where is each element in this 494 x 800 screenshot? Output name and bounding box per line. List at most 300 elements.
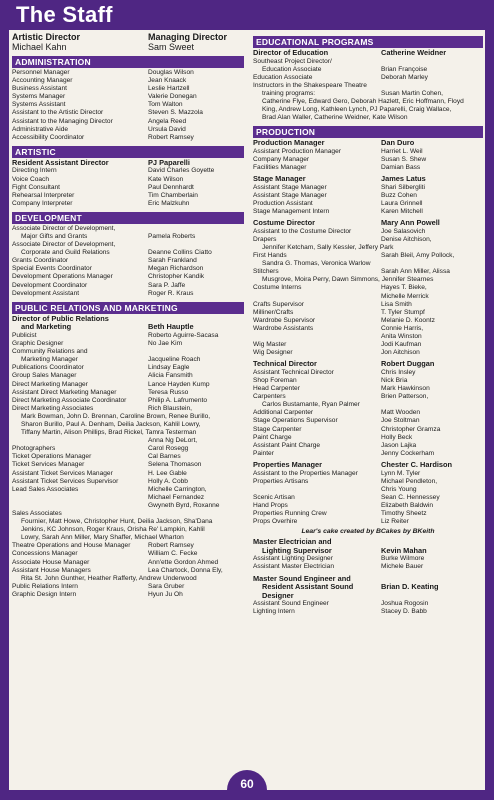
role-title: Assistant Paint Charge: [253, 441, 321, 449]
role-title: Group Sales Manager: [12, 372, 77, 380]
staff-row: [253, 49, 483, 58]
staff-name: William C. Fecke: [148, 550, 198, 558]
staff-name: Paul Dennhardt: [148, 183, 194, 191]
staff-row: [12, 77, 244, 85]
role-title: Personnel Manager: [12, 69, 70, 76]
staff-name: Brian Françoise: [381, 65, 428, 73]
staff-row: [12, 461, 244, 469]
staff-name: [381, 58, 483, 66]
staff-name: Holly A. Cobb: [148, 477, 188, 485]
staff-row: [253, 470, 483, 478]
role-title: Education Associate: [262, 65, 322, 73]
staff-row: [12, 494, 244, 502]
staff-row: [253, 409, 483, 417]
role-title: Milliner/Crafts: [253, 308, 294, 316]
staff-row: [253, 333, 483, 341]
staff-row: [253, 228, 483, 236]
staff-row: [253, 252, 483, 260]
staff-row: [12, 389, 244, 397]
role-title: Lighting Intern: [253, 608, 295, 616]
artistic-director-name: Michael Kahn: [12, 42, 67, 52]
role-title: Wardrobe Supervisor: [253, 316, 316, 324]
role-title: [253, 293, 381, 301]
staff-row: [12, 348, 244, 356]
staff-row: [253, 82, 483, 90]
role-title: Head Carpenter: [253, 385, 300, 393]
staff-row: [253, 164, 483, 172]
role-title: Direct Marketing Associate Coordinator: [12, 396, 127, 404]
staff-row: [12, 323, 244, 332]
role-title: Facilities Manager: [253, 164, 307, 172]
role-title: Assistant to the Managing Director: [12, 117, 113, 125]
name-list: Brad Alan Waller, Catherine Weidner, Kate Wilson: [262, 114, 408, 122]
role-title: Southeast Project Director/: [253, 57, 332, 65]
staff-name: Liz Reiter: [381, 518, 409, 526]
role-title: Corporate and Guild Relations: [21, 249, 110, 257]
staff-row: [253, 377, 483, 385]
role-title: Assistant to the Properties Manager: [253, 469, 358, 477]
role-title: Resident Assistant Director: [12, 157, 109, 167]
role-title: Properties Running Crew: [253, 509, 327, 517]
staff-name: Selena Thomason: [148, 461, 202, 469]
role-title: Company Manager: [253, 156, 310, 164]
role-title: Technical Director: [253, 359, 317, 369]
staff-row: [12, 340, 244, 348]
staff-row: [253, 208, 483, 216]
role-title: Business Assistant: [12, 85, 67, 93]
staff-name: Kevin Mahan: [381, 545, 427, 555]
staff-row: [12, 273, 244, 281]
staff-name: Steven S. Mazzola: [148, 109, 203, 117]
role-title: Concessions Manager: [12, 550, 78, 558]
staff-row: [12, 364, 244, 372]
role-title: Directing Intern: [12, 167, 57, 175]
staff-name: Melanie D. Koontz: [381, 316, 435, 324]
staff-row: [253, 236, 483, 244]
staff-name: Elizabeth Baldwin: [381, 501, 434, 509]
staff-name: Connie Harris,: [381, 324, 424, 332]
staff-name: Anita Winston: [381, 333, 422, 340]
role-title: Hand Props: [253, 501, 288, 509]
staff-row: [12, 486, 244, 494]
staff-row: [12, 233, 244, 241]
section-header: ARTISTIC: [12, 146, 244, 158]
staff-name: Jason Lajka: [381, 441, 417, 449]
role-title: Development Coordinator: [12, 281, 88, 289]
role-title: Stage Operations Supervisor: [253, 417, 338, 425]
staff-row: [12, 109, 244, 117]
staff-row: [253, 301, 483, 309]
role-title: Assistant Master Electrician: [253, 563, 334, 571]
staff-row: [12, 101, 244, 109]
staff-row: [12, 225, 244, 233]
title-bar: [0, 0, 494, 30]
staff-row: [253, 184, 483, 192]
role-title: Assistant Direct Marketing Manager: [12, 388, 117, 396]
role-title: [253, 486, 381, 494]
staff-name: David Charles Goyette: [148, 167, 215, 175]
staff-row: [253, 608, 483, 616]
staff-row: [12, 567, 244, 575]
role-title: Assistant Technical Director: [253, 368, 334, 376]
staff-row: [12, 249, 244, 257]
staff-row: [12, 118, 244, 126]
staff-row: [253, 156, 483, 164]
staff-row: [253, 66, 483, 74]
role-title: Lead Sales Associates: [12, 485, 79, 493]
staff-name: Ann'ette Gordon Ahmed: [148, 558, 219, 566]
role-title: and Marketing: [21, 322, 72, 332]
staff-row: [253, 450, 483, 458]
staff-name: Jean Knaack: [148, 77, 187, 85]
staff-name: PJ Paparelli: [148, 157, 190, 167]
staff-name: Susan S. Shew: [381, 156, 427, 164]
name-list: Jenkins, KC Johnson, Roger Kraus, Orisha Re' Lampkin, Kahlil: [21, 526, 205, 534]
section-header: ADMINISTRATION: [12, 56, 244, 68]
section-header: EDUCATIONAL PROGRAMS: [253, 36, 483, 48]
staff-name: Pamela Roberts: [148, 233, 196, 240]
staff-name: Lea Chartock, Donna Ely,: [148, 566, 223, 574]
staff-row: [253, 192, 483, 200]
staff-name: Brian D. Keating: [381, 582, 439, 592]
staff-row: [12, 591, 244, 599]
staff-name: No Jae Kim: [148, 340, 183, 348]
role-title: Assistant Production Manager: [253, 147, 341, 155]
staff-row: [253, 434, 483, 442]
staff-row: [12, 372, 244, 380]
staff-name: [381, 82, 483, 90]
staff-row: [253, 385, 483, 393]
staff-name: Lance Hayden Kump: [148, 380, 210, 388]
staff-name: Michael Pendleton,: [381, 477, 438, 485]
staff-row: [253, 325, 483, 333]
role-title: Marketing Manager: [21, 356, 78, 364]
staff-row: [12, 559, 244, 567]
role-title: Publications Coordinator: [12, 364, 84, 372]
role-title: Development Assistant: [12, 289, 80, 297]
staff-name: Holly Beck: [381, 433, 413, 441]
staff-name: Jenny Cockerham: [381, 449, 435, 457]
staff-row: [12, 265, 244, 273]
role-title: Director of Education: [253, 48, 329, 57]
staff-row: [12, 134, 244, 142]
role-title: Assistant Ticket Services Manager: [12, 469, 113, 477]
staff-row: [253, 442, 483, 450]
staff-row: [253, 200, 483, 208]
role-title: Public Relations Intern: [12, 582, 78, 590]
staff-name: Chris Young: [381, 485, 417, 493]
staff-name: Kate Wilson: [148, 175, 184, 183]
staff-row: [253, 600, 483, 608]
staff-row: [253, 341, 483, 349]
staff-name: [148, 348, 244, 356]
role-title: Stage Manager: [253, 174, 306, 184]
staff-row: [253, 317, 483, 325]
role-title: Assistant Sound Engineer: [253, 600, 329, 608]
staff-row: [253, 563, 483, 571]
role-title: Production Manager: [253, 138, 325, 148]
staff-name: Denise Aitchison,: [381, 235, 432, 243]
staff-row: [12, 93, 244, 101]
page-title: The Staff: [16, 2, 113, 27]
staff-name: Valerie Donegan: [148, 93, 197, 101]
role-title: Props Overhire: [253, 518, 298, 526]
role-title: Accounting Manager: [12, 77, 73, 85]
staff-row: [12, 184, 244, 192]
staff-row: [12, 85, 244, 93]
staff-name: Philip A. Lafrumento: [148, 396, 208, 404]
staff-row: [253, 369, 483, 377]
staff-name: Matt Wooden: [381, 409, 421, 417]
section-header: PUBLIC RELATIONS AND MARKETING: [12, 302, 244, 314]
role-title: Grants Coordinator: [12, 257, 69, 265]
staff-row: [12, 478, 244, 486]
staff-row: [253, 74, 483, 82]
staff-row: [12, 167, 244, 175]
role-title: Community Relations and: [12, 348, 88, 356]
name-list: Sharon Burillo, Paul A. Denham, Deilia Jackson, Kahlil Lowry,: [21, 420, 201, 428]
role-title: Wig Master: [253, 341, 287, 349]
staff-name: Robert Duggan: [381, 359, 435, 369]
staff-name: Chester C. Hardison: [381, 459, 453, 469]
staff-row: [12, 583, 244, 591]
role-title: Ticket Services Manager: [12, 461, 85, 469]
staff-row: [253, 58, 483, 66]
role-title: [12, 502, 148, 510]
staff-name: Christopher Kandik: [148, 273, 205, 281]
staff-name: Robert Ramsey: [148, 133, 194, 141]
staff-name: Michael Fernandez: [148, 493, 205, 501]
role-title: Voice Coach: [12, 175, 50, 183]
role-title: Assistant to the Costume Director: [253, 227, 352, 235]
staff-row: [12, 257, 244, 265]
role-title: Education Associate: [253, 73, 313, 81]
staff-row: [253, 547, 483, 556]
role-title: Master Sound Engineer and: [253, 573, 351, 583]
staff-row: [253, 268, 483, 276]
staff-name: Megan Richardson: [148, 265, 204, 273]
staff-name: [148, 510, 244, 518]
staff-name: Beth Hauptle: [148, 322, 194, 332]
staff-name: Nick Bria: [381, 376, 408, 384]
staff-name: Laura Grinnell: [381, 200, 423, 207]
staff-row: [253, 219, 483, 228]
page-number: 60: [227, 770, 267, 798]
staff-row: [253, 284, 483, 292]
staff-row: [253, 510, 483, 518]
role-title: Wardrobe Assistants: [253, 324, 314, 332]
role-title: Properties Artisans: [253, 477, 309, 485]
role-title: Associate Director of Development,: [12, 224, 116, 232]
name-list: Rita St. John Gunther, Heather Rafferty, Andrew Underwood: [21, 574, 197, 582]
staff-section: [12, 302, 244, 599]
role-title: Associate House Manager: [12, 558, 90, 566]
staff-row: [12, 332, 244, 340]
role-title: Paint Charge: [253, 433, 292, 441]
staff-row: [12, 290, 244, 298]
name-list: Fournier, Matt Howe, Christopher Hunt, Deilia Jackson, Sha'Dana: [21, 518, 213, 526]
directors-header: [12, 32, 244, 52]
role-title: Publicist: [12, 331, 37, 339]
role-title: Crafts Supervisor: [253, 300, 304, 308]
left-column: [12, 32, 244, 599]
staff-name: Sarah Frankland: [148, 257, 197, 265]
staff-row: [253, 555, 483, 563]
role-title: Rehearsal Interpreter: [12, 191, 75, 199]
staff-name: Harriet L. Weil: [381, 147, 423, 155]
staff-row: [12, 282, 244, 290]
staff-row: [12, 470, 244, 478]
staff-row: [12, 192, 244, 200]
staff-name: Joshua Rogosin: [381, 600, 429, 608]
staff-name: Jacqueline Roach: [148, 356, 201, 364]
role-title: Theatre Operations and House Manager: [12, 542, 131, 550]
staff-row: [253, 494, 483, 502]
role-title: Properties Manager: [253, 459, 323, 469]
role-title: Special Events Coordinator: [12, 265, 92, 273]
staff-name: Sean C. Hennessey: [381, 493, 440, 501]
name-list: Jennifer Ketcham, Sally Kessler, Jeffery Park: [262, 243, 394, 251]
staff-section: [253, 126, 483, 616]
staff-name: Tim Chamberlain: [148, 191, 198, 199]
staff-name: Cal Barnes: [148, 453, 181, 461]
staff-name: Lisa Smith: [381, 300, 412, 308]
staff-name: Shari Silbergliti: [381, 183, 425, 191]
role-title: Resident Assistant Sound Designer: [262, 582, 354, 600]
staff-row: [253, 309, 483, 317]
staff-section: [12, 146, 244, 208]
role-title: Administrative Aide: [12, 125, 69, 133]
staff-section: [12, 56, 244, 142]
staff-name: Stacey D. Babb: [381, 608, 427, 616]
managing-director-label: Managing Director: [148, 32, 228, 42]
right-sections: [253, 36, 483, 617]
role-title: training programs:: [262, 89, 316, 97]
right-column: [253, 32, 483, 617]
role-title: [12, 494, 148, 502]
staff-name: Alicia Fansmith: [148, 372, 193, 380]
staff-name: Karen Mitchell: [381, 208, 423, 216]
staff-name: Jon Aitchison: [381, 349, 420, 357]
role-title: Drapers: [253, 235, 277, 243]
name-list: Tiffany Martin, Alison Phillips, Brad Rickel, Tamra Testerman: [21, 429, 197, 437]
staff-name: Mark Hawkinson: [381, 385, 430, 393]
name-list: Catherine Flye, Edward Gero, Deborah Hazlett, Eric Hoffmann, Floyd: [262, 98, 464, 106]
staff-row: [12, 397, 244, 405]
role-title: Lighting Supervisor: [262, 545, 332, 555]
role-title: Development Operations Manager: [12, 273, 113, 281]
staff-row: [253, 360, 483, 369]
role-title: Painter: [253, 449, 274, 457]
staff-name: Teresa Russo: [148, 388, 189, 396]
credit-note: Lear's cake created by BCakes by BKeith: [301, 528, 435, 536]
staff-section: [253, 36, 483, 122]
role-title: First Hands: [253, 252, 287, 260]
role-title: Systems Manager: [12, 93, 66, 101]
role-title: Shop Foreman: [253, 376, 297, 384]
staff-name: Roger R. Kraus: [148, 289, 194, 297]
staff-row: [12, 405, 244, 413]
role-title: Costume Interns: [253, 284, 302, 292]
staff-name: Dan Duro: [381, 138, 415, 148]
staff-row: [253, 175, 483, 184]
staff-row: [12, 356, 244, 364]
staff-name: Damian Bass: [381, 164, 421, 172]
staff-name: Mary Ann Powell: [381, 218, 440, 228]
section-header: DEVELOPMENT: [12, 212, 244, 224]
staff-name: Buzz Cohen: [381, 191, 417, 199]
role-title: Direct Marketing Manager: [12, 380, 88, 388]
role-title: Costume Director: [253, 218, 316, 228]
role-title: Ticket Operations Manager: [12, 453, 92, 461]
role-title: Graphic Designer: [12, 340, 64, 348]
role-title: Direct Marketing Associates: [12, 404, 94, 412]
staff-name: T. Tyler Stumpf: [381, 308, 425, 316]
name-list: King, Andrew Long, Kathleen Lynch, PJ Paparelli, Craig Wallace,: [262, 106, 452, 114]
staff-name: Lynn M. Tyler: [381, 469, 421, 477]
staff-name: Brien Patterson,: [381, 393, 429, 401]
staff-row: [12, 241, 244, 249]
section-header: PRODUCTION: [253, 126, 483, 138]
staff-name: Carol Rosegg: [148, 445, 189, 453]
staff-name: Sarah Bleil, Amy Pollock,: [381, 252, 455, 260]
role-title: Assistant Lighting Designer: [253, 555, 333, 563]
staff-row: [12, 502, 244, 510]
role-title: Director of Public Relations: [12, 313, 109, 323]
name-list: Sandra G. Thomas, Veronica Warlow: [262, 260, 371, 268]
role-title: Scenic Artisan: [253, 493, 295, 501]
staff-name: [148, 241, 244, 249]
staff-name: Hayes T. Bieke,: [381, 284, 427, 292]
staff-row: [12, 200, 244, 208]
staff-name: Jodi Kaufman: [381, 341, 422, 349]
staff-row: [253, 426, 483, 434]
staff-name: H. Lee Gable: [148, 469, 187, 477]
name-list: Lowry, Sarah Ann Miller, Mary Shaffer, Michael Wharton: [21, 534, 184, 542]
staff-name: Sarah Ann Miller, Alissa: [381, 268, 450, 276]
staff-row: [12, 381, 244, 389]
role-title: Assistant Stage Manager: [253, 183, 327, 191]
staff-row: [253, 583, 483, 600]
staff-row: [253, 90, 483, 98]
role-title: Fight Consultant: [12, 183, 61, 191]
staff-row: [253, 148, 483, 156]
staff-row: [253, 478, 483, 486]
staff-name: Michelle Carrington,: [148, 485, 207, 493]
staff-name: Michelle Merrick: [381, 292, 429, 300]
staff-name: Eric Malzkuhn: [148, 199, 190, 207]
staff-row: [253, 417, 483, 425]
staff-name: Leslie Hartzell: [148, 85, 190, 93]
role-title: Major Gifts and Grants: [21, 233, 88, 240]
staff-name: Christopher Gramza: [381, 425, 441, 433]
role-title: [12, 437, 148, 445]
staff-row: [12, 69, 244, 77]
role-title: Company Interpreter: [12, 199, 73, 207]
role-title: Assistant to the Artistic Director: [12, 109, 104, 117]
role-title: Stage Management Intern: [253, 208, 330, 216]
name-list: Mark Bowman, John D. Brennan, Caroline Brown, Renee Burillo,: [21, 412, 211, 420]
role-title: Accessibility Coordinator: [12, 133, 85, 141]
staff-name: Sara P. Jaffe: [148, 281, 186, 289]
staff-name: Deanne Collins Ciatto: [148, 249, 212, 257]
staff-row: [253, 461, 483, 470]
staff-row: [253, 518, 483, 526]
staff-name: Douglas Wilson: [148, 69, 194, 76]
staff-name: Tom Walton: [148, 101, 183, 109]
staff-name: Hyun Ju Oh: [148, 590, 183, 598]
role-title: Instructors in the Shakespeare Theatre: [253, 81, 367, 89]
